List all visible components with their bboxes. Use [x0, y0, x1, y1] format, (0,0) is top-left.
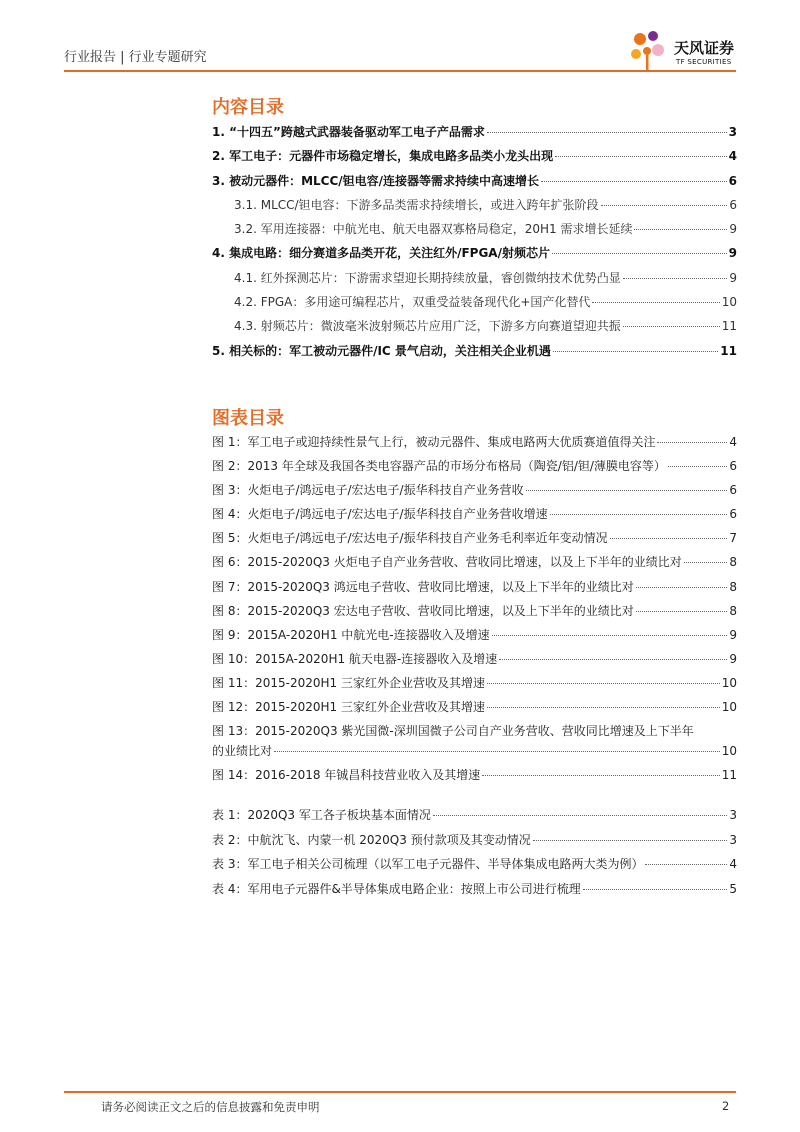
figure-item[interactable]: 图 8：2015-2020Q3 宏达电子营收、营收同比增速，以及上下半年的业绩比对 8: [212, 603, 737, 618]
report-header: 行业报告 | 行业专题研究: [64, 50, 207, 65]
tf-securities-logo: [628, 28, 740, 72]
table-item[interactable]: 表 3：军工电子相关公司梳理（以军工电子元器件、半导体集成电路两大类为例） 4: [212, 857, 737, 871]
table-item[interactable]: 表 1：2020Q3 军工各子板块基本面情况 3: [212, 808, 737, 822]
table-item[interactable]: 表 4：军用电子元器件&半导体集成电路企业：按照上市公司进行梳理 5: [212, 881, 737, 896]
figure-item[interactable]: 图 4：火炬电子/鸿远电子/宏达电子/振华科技自产业务营收增速 6: [212, 507, 737, 522]
figure-item[interactable]: 图 9：2015A-2020H1 中航光电-连接器收入及增速 9: [212, 627, 737, 642]
toc-item[interactable]: 5. 相关标的：军工被动元器件/IC 景气启动，关注相关企业机遇 11: [212, 343, 737, 358]
toc-subitem[interactable]: 4.1. 红外探测芯片：下游需求望迎长期持续放量，睿创微纳技术优势凸显 9: [234, 270, 737, 285]
toc-item[interactable]: 3. 被动元器件：MLCC/钽电容/连接器等需求持续中高速增长 6: [212, 173, 737, 188]
table-item[interactable]: 表 2：中航沈飞、内蒙一机 2020Q3 预付款项及其变动情况 3: [212, 832, 737, 847]
figure-item[interactable]: 图 11：2015-2020H1 三家红外企业营收及其增速 10: [212, 675, 737, 690]
logo-name-en: TF SECURITIES: [676, 58, 732, 66]
toc-subitem[interactable]: 3.1. MLCC/钽电容：下游多品类需求持续增长，或进入跨年扩张阶段 6: [234, 197, 737, 212]
page-number: 2: [722, 1099, 730, 1113]
logo-name-cn: 天风证券: [674, 39, 735, 57]
figure-item[interactable]: 图 7：2015-2020Q3 鸿远电子营收、营收同比增速，以及上下半年的业绩比对 8: [212, 579, 737, 594]
figure-item[interactable]: 图 12：2015-2020H1 三家红外企业营收及其增速 10: [212, 700, 737, 715]
figure-item[interactable]: 图 10：2015A-2020H1 航天电器-连接器收入及增速 9: [212, 651, 737, 666]
toc-list: [212, 123, 737, 366]
toc-item[interactable]: 1. “十四五”跨越式武器装备驱动军工电子产品需求 3: [212, 125, 737, 139]
toc-subitem[interactable]: 4.3. 射频芯片：微波毫米波射频芯片应用广泛，下游多方向赛道望迎共振 11: [234, 319, 737, 334]
toc-subitem[interactable]: 4.2. FPGA：多用途可编程芯片，双重受益装备现代化+国产化替代 10: [234, 295, 737, 310]
figures-list: [212, 433, 737, 790]
figure-item[interactable]: 图 5：火炬电子/鸿远电子/宏达电子/振华科技自产业务毛利率近年变动情况 7: [212, 531, 737, 546]
figure-item[interactable]: 图 6：2015-2020Q3 火炬电子自产业务营收、营收同比增速，以及上下半年的业绩比对 8: [212, 555, 737, 570]
figure-item-wrapped[interactable]: 图 13：2015-2020Q3 紫光国微-深圳国微子公司自产业务营收、营收同比增速及上下半年 的业绩比对 10: [212, 724, 737, 759]
figure-item[interactable]: 图 1：军工电子或迎持续性景气上行，被动元器件、集成电路两大优质赛道值得关注 4: [212, 435, 737, 449]
figure-item[interactable]: 图 3：火炬电子/鸿远电子/宏达电子/振华科技自产业务营收 6: [212, 483, 737, 498]
tables-list: [212, 806, 737, 904]
toc-item[interactable]: 2. 军工电子：元器件市场稳定增长，集成电路多品类小龙头出现 4: [212, 149, 737, 164]
figure-item[interactable]: 图 14：2016-2018 年铖昌科技营业收入及其增速 11: [212, 768, 737, 783]
figure-item[interactable]: 图 2：2013 年全球及我国各类电容器产品的市场分布格局（陶瓷/铝/钽/薄膜电容等） 6: [212, 459, 737, 474]
footer-divider: [64, 1091, 736, 1093]
figures-title: 图表目录: [212, 408, 284, 429]
toc-title: 内容目录: [212, 97, 284, 118]
header-divider: [64, 70, 736, 72]
disclaimer-text: 请务必阅读正文之后的信息披露和免责申明: [101, 1100, 320, 1114]
toc-item[interactable]: 4. 集成电路：细分赛道多品类开花，关注红外/FPGA/射频芯片 9: [212, 246, 737, 261]
toc-subitem[interactable]: 3.2. 军用连接器：中航光电、航天电器双寡格局稳定，20H1 需求增长延续 9: [234, 222, 737, 237]
flower-logo-icon: [628, 28, 670, 72]
